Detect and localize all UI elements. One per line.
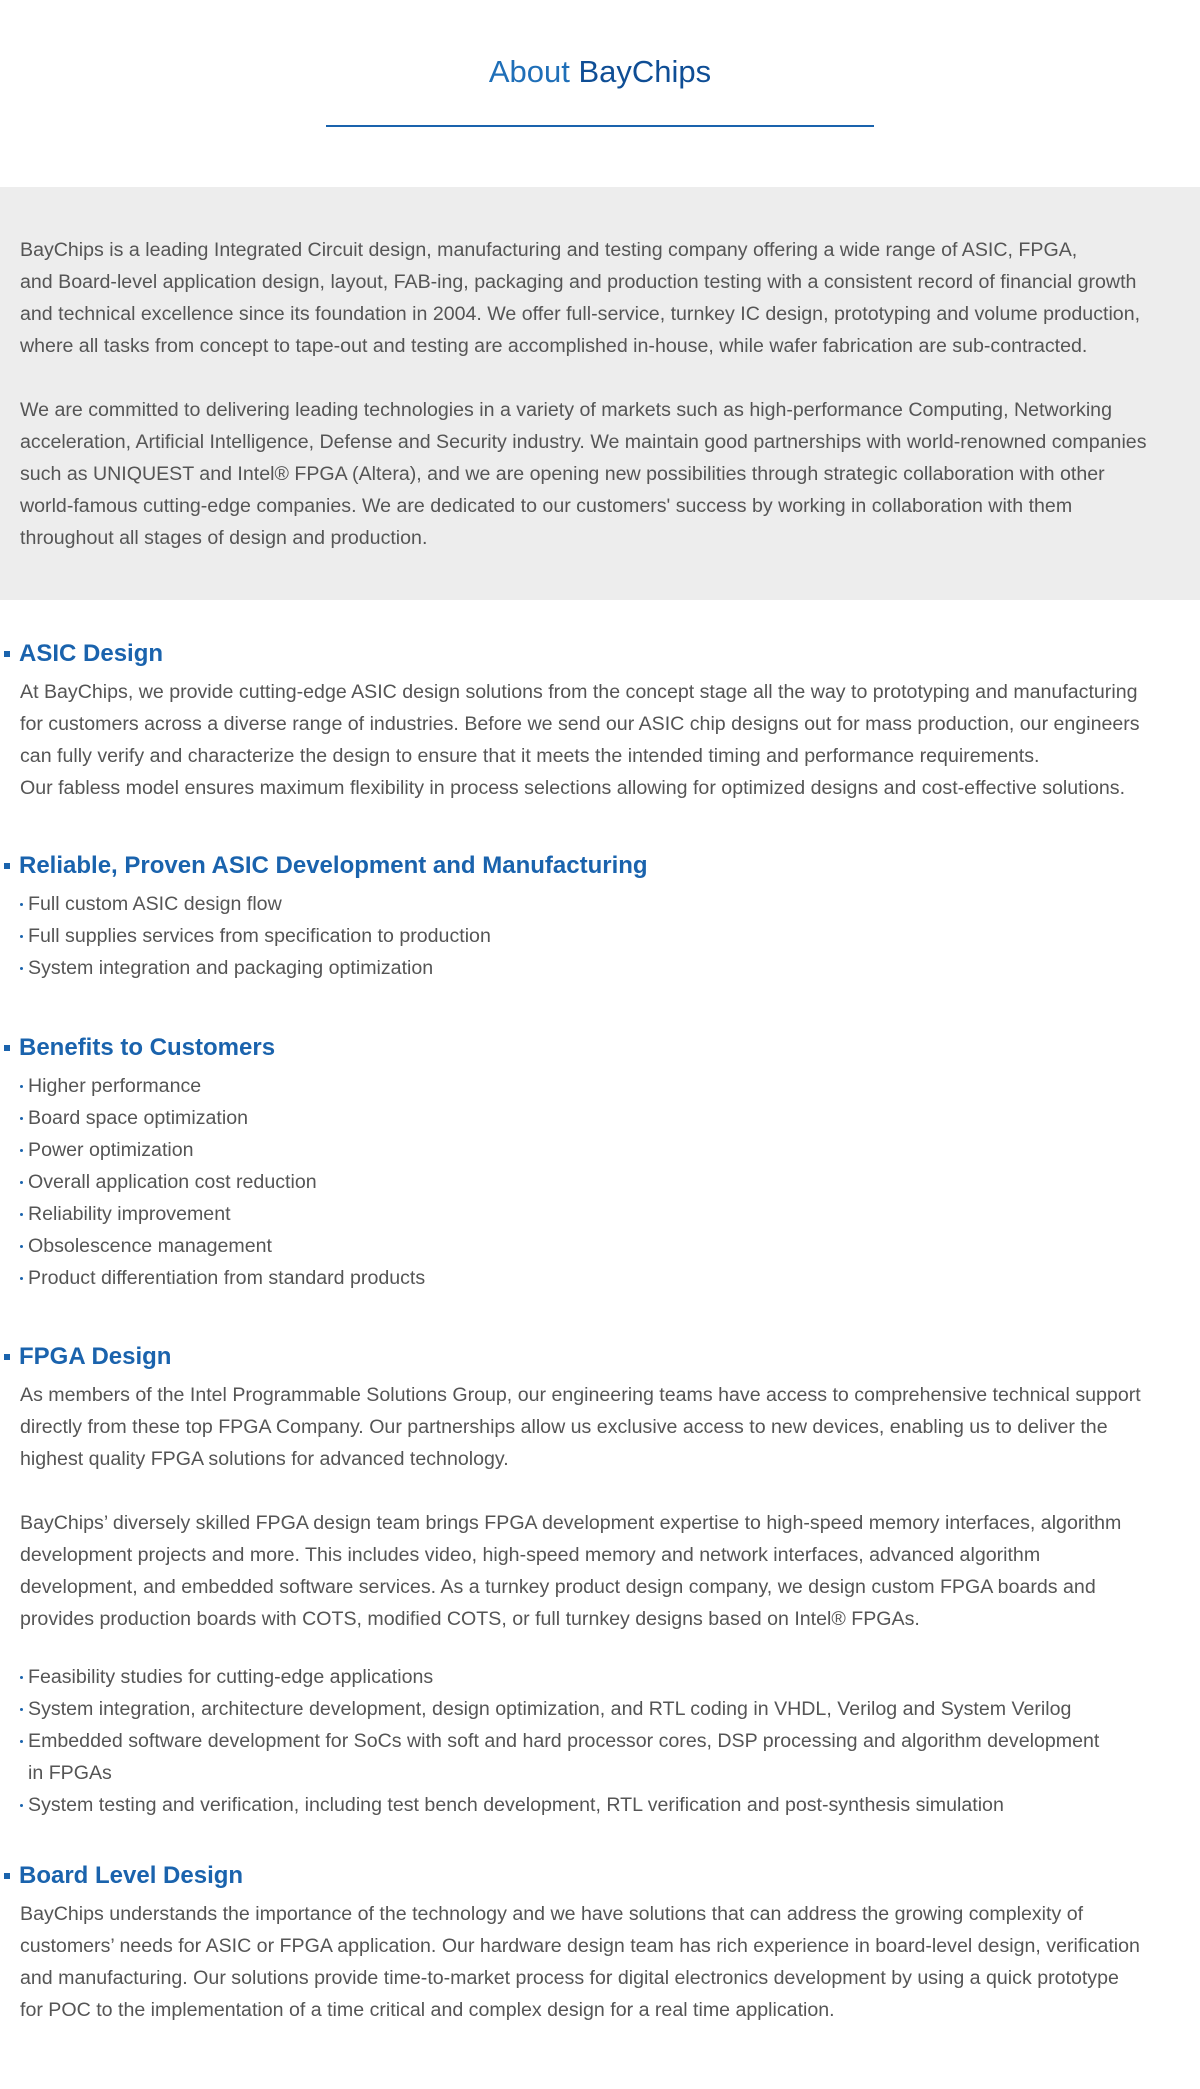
page-title: [0, 0, 1200, 92]
section-heading: [0, 1860, 1200, 1892]
section-heading: [0, 638, 1200, 670]
list-item-text: Embedded software development for SoCs with soft and hard processor cores, DSP processing and algorithm development in FPGAs: [28, 1730, 1100, 1784]
dot-bullet-icon: [20, 1117, 23, 1120]
list-item: [0, 1102, 1200, 1134]
section-heading: [0, 850, 1200, 882]
list-item: [0, 1198, 1200, 1230]
list-item: [0, 1230, 1200, 1262]
page-title-company: BayChips: [578, 54, 712, 89]
section-benefits: [0, 1032, 1200, 1294]
list-item-text: System integration and packaging optimization: [28, 957, 434, 979]
section-heading-text: FPGA Design: [19, 1343, 172, 1370]
dot-bullet-icon: [20, 1181, 23, 1184]
list-item: [0, 1789, 1200, 1821]
dot-bullet-icon: [20, 1676, 23, 1679]
dot-bullet-icon: [20, 1245, 23, 1248]
list-item-text: Higher performance: [28, 1075, 202, 1097]
list-item: [0, 1693, 1200, 1725]
section-paragraph: As members of the Intel Programmable Solutions Group, our engineering teams have access to comprehensive technical support directly from these top FPGA Company. Our partnerships allow us exclusive access to new devices, enabling us to deliver the highest quality FPGA solutions for advanced technology.: [20, 1384, 1141, 1470]
square-bullet-icon: [4, 1873, 10, 1879]
bullet-list: [0, 1070, 1200, 1294]
list-item: [0, 920, 1200, 952]
section-heading-text: Benefits to Customers: [19, 1034, 276, 1061]
section-asic-design: [0, 638, 1200, 804]
list-item: [0, 1725, 1200, 1789]
section-reliable-asic: [0, 850, 1200, 984]
dot-bullet-icon: [20, 1804, 23, 1807]
list-item-text: Reliability improvement: [28, 1203, 231, 1225]
section-heading: [0, 1341, 1200, 1373]
dot-bullet-icon: [20, 967, 23, 970]
list-item-text: Power optimization: [28, 1139, 194, 1161]
dot-bullet-icon: [20, 935, 23, 938]
list-item-text: Product differentiation from standard products: [28, 1267, 426, 1289]
dot-bullet-icon: [20, 1708, 23, 1711]
dot-bullet-icon: [20, 1277, 23, 1280]
section-heading-text: Reliable, Proven ASIC Development and Manufacturing: [19, 852, 648, 879]
list-item-text: System testing and verification, including test bench development, RTL verification and post-synthesis simulation: [28, 1794, 1004, 1816]
list-item: [0, 1661, 1200, 1693]
square-bullet-icon: [4, 863, 10, 869]
section-heading: [0, 1032, 1200, 1064]
intro-paragraph-2: We are committed to delivering leading technologies in a variety of markets such as high-performance Computing, Networking acceleration, Artificial Intelligence, Defense and Security industry. We maintain good partnerships with world-renowned companies such as UNIQUEST and Intel® FPGA (Altera), and we are opening new possibilities through strategic collaboration with other world-famous cutting-edge companies. We are dedicated to our customers' success by working in collaboration with them throughout all stages of design and production.: [20, 399, 1147, 549]
dot-bullet-icon: [20, 1149, 23, 1152]
list-item-text: Full custom ASIC design flow: [28, 893, 282, 915]
section-paragraph: BayChips’ diversely skilled FPGA design team brings FPGA development expertise to high-speed memory interfaces, algorithm development projects and more. This includes video, high-speed memory and network interfaces, advanced algorithm development, and embedded software services. As a turnkey product design company, we design custom FPGA boards and provides production boards with COTS, modified COTS, or full turnkey designs based on Intel® FPGAs.: [20, 1512, 1122, 1630]
dot-bullet-icon: [20, 1740, 23, 1743]
list-item: [0, 1070, 1200, 1102]
list-item: [0, 888, 1200, 920]
list-item-text: Board space optimization: [28, 1107, 249, 1129]
list-item: [0, 1166, 1200, 1198]
section-paragraph: BayChips understands the importance of the technology and we have solutions that can address the growing complexity of customers’ needs for ASIC or FPGA application. Our hardware design team has rich experience in board-level design, verification and manufacturing. Our solutions provide time-to-market process for digital electronics development by using a quick prototype for POC to the implementation of a time critical and complex design for a real time application.: [20, 1903, 1140, 2021]
list-item: [0, 952, 1200, 984]
list-item-text: Full supplies services from specification to production: [28, 925, 491, 947]
page-title-about: About: [488, 54, 570, 89]
list-item: [0, 1262, 1200, 1294]
intro-panel: [0, 187, 1200, 600]
list-item-text: Feasibility studies for cutting-edge applications: [28, 1666, 434, 1688]
square-bullet-icon: [4, 1045, 10, 1051]
dot-bullet-icon: [20, 903, 23, 906]
section-fpga-design: [0, 1341, 1200, 1821]
section-board-level-design: [0, 1860, 1200, 2026]
dot-bullet-icon: [20, 1213, 23, 1216]
title-underline: [326, 125, 874, 127]
list-item: [0, 1134, 1200, 1166]
list-item-text: Obsolescence management: [28, 1235, 272, 1257]
square-bullet-icon: [4, 651, 10, 657]
section-heading-text: ASIC Design: [19, 640, 164, 667]
bullet-list: [0, 888, 1200, 984]
intro-paragraph-1: BayChips is a leading Integrated Circuit design, manufacturing and testing company offering a wide range of ASIC, FPGA, and Board-level application design, layout, FAB-ing, packaging and production testing with a consistent record of financial growth and technical excellence since its foundation in 2004. We offer full-service, turnkey IC design, prototyping and volume production, where all tasks from concept to tape-out and testing are accomplished in-house, while wafer fabrication are sub-contracted.: [20, 239, 1141, 357]
dot-bullet-icon: [20, 1085, 23, 1088]
list-item-text: System integration, architecture development, design optimization, and RTL coding in VHDL, Verilog and System Verilog: [28, 1698, 1072, 1720]
list-item-text: Overall application cost reduction: [28, 1171, 317, 1193]
section-paragraph: At BayChips, we provide cutting-edge ASIC design solutions from the concept stage all the way to prototyping and manufacturing for customers across a diverse range of industries. Before we send our ASIC chip designs out for mass production, our engineers can fully verify and characterize the design to ensure that it meets the intended timing and performance requirements. Our fabless model ensures maximum flexibility in process selections allowing for optimized designs and cost-effective solutions.: [20, 681, 1140, 799]
square-bullet-icon: [4, 1354, 10, 1360]
bullet-list: [0, 1661, 1200, 1821]
section-heading-text: Board Level Design: [19, 1862, 244, 1889]
